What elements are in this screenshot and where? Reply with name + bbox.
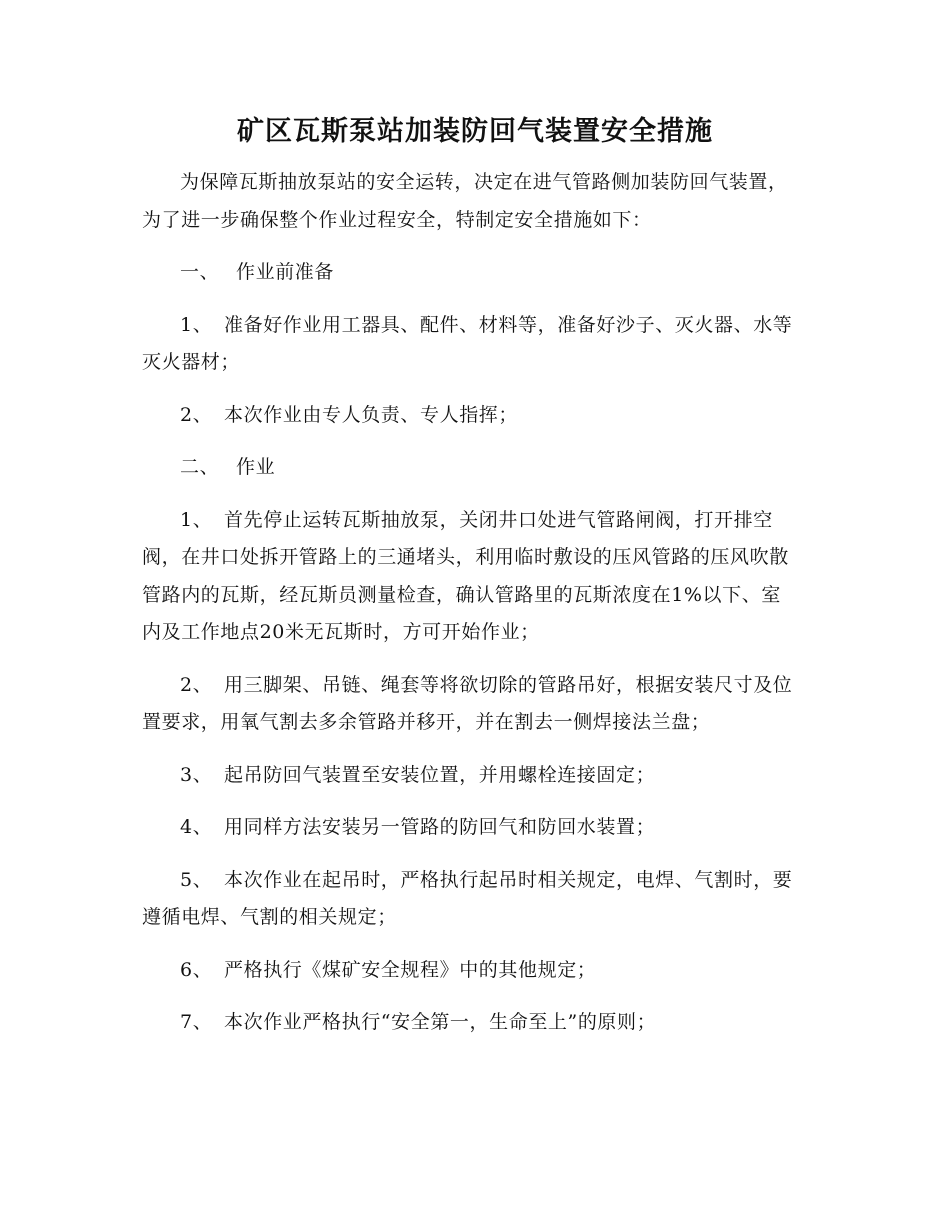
list-item [142,809,798,847]
document-body [142,164,798,1057]
item-number: 7、 [180,1011,213,1033]
item-number: 6、 [180,958,213,981]
page-title: 矿区瓦斯泵站加装防回气装置安全措施 [237,116,713,147]
section-title: 作业 [236,456,276,478]
item-text: 准备好作业用工器具、配件、材料等，准备好沙子、灭火器、水等灭火器材； [142,313,793,373]
list-item [142,667,798,742]
item-number: 4、 [180,816,213,838]
list-item [142,1004,798,1042]
section-heading-1 [142,254,798,292]
item-number: 1、 [180,508,213,531]
list-item [142,397,798,435]
list-item [142,757,798,795]
list-item [142,862,798,937]
item-text: 严格执行《煤矿安全规程》中的其他规定； [224,958,597,981]
intro-paragraph: 为保障瓦斯抽放泵站的安全运转，决定在进气管路侧加装防回气装置，为了进一步确保整个作业过程安全，特制定安全措施如下： [142,171,788,231]
item-text: 用同样方法安装另一管路的防回气和防回水装置； [224,816,656,838]
item-number: 5、 [180,868,213,891]
item-number: 3、 [180,763,213,786]
item-number: 1、 [180,313,213,336]
item-text: 用三脚架、吊链、绳套等将欲切除的管路吊好，根据安装尺寸及位置要求，用氧气割去多余管路并移开，并在割去一侧焊接法兰盘； [142,673,793,733]
item-text: 本次作业严格执行“安全第一，生命至上”的原则； [224,1011,657,1033]
item-number: 2、 [180,403,213,426]
item-text: 本次作业在起吊时，严格执行起吊时相关规定，电焊、气割时，要遵循电焊、气割的相关规定； [142,868,793,928]
item-number: 2、 [180,673,213,696]
item-text: 首先停止运转瓦斯抽放泵，关闭井口处进气管路闸阀，打开排空阀，在井口处拆开管路上的三通堵头，利用临时敷设的压风管路的压风吹散管路内的瓦斯，经瓦斯员测量检查，确认管路里的瓦斯浓度在1%以下、室内及工作地点20米无瓦斯时，方可开始作业； [142,508,789,643]
section-number: 一、 [180,261,220,283]
list-item [142,502,798,652]
section-heading-2 [142,449,798,487]
section-title: 作业前准备 [236,261,335,283]
section-number: 二、 [180,456,220,478]
list-item [142,307,798,382]
item-text: 本次作业由专人负责、专人指挥； [224,403,519,426]
item-text: 起吊防回气装置至安装位置，并用螺栓连接固定； [224,763,656,786]
list-item [142,952,798,990]
